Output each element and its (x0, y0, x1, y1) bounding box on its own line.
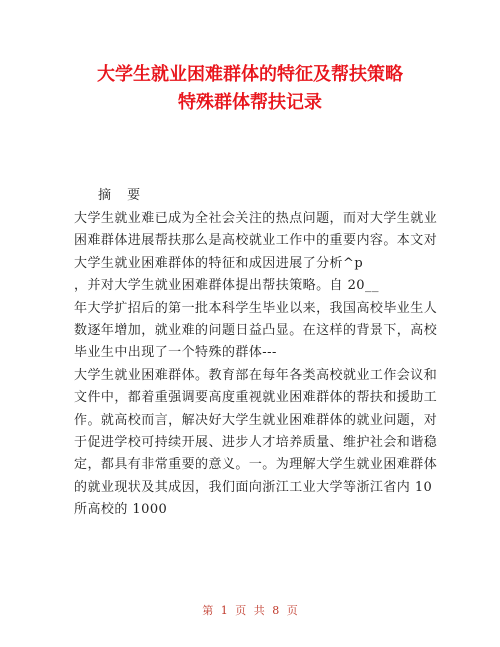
body-line: 的就业现状及其成因，我们面向浙江工业大学等浙江省内 10 (74, 479, 433, 495)
body-line: 数逐年增加，就业难的问题日益凸显。在这样的背景下，高校 (74, 322, 438, 338)
body-line: 大学生就业困难群体。教育部在每年各类高校就业工作会议和 (74, 367, 438, 383)
body-line: 大学生就业困难群体的特征和成因进展了分析^p (74, 255, 364, 271)
body-line: 定，都具有非常重要的意义。一。为理解大学生就业困难群体 (74, 457, 438, 473)
footer-total-prefix: 共 (253, 604, 265, 617)
footer-page-word: 页 (235, 604, 247, 617)
body-line: 毕业生中出现了一个特殊的群体--- (74, 345, 277, 361)
body-line: 于促进学校可持续开展、进步人才培养质量、维护社会和谐稳 (74, 434, 438, 450)
body-line: 作。就高校而言，解决好大学生就业困难群体的就业问题，对 (74, 412, 438, 428)
body-line: 所高校的 1000 (74, 502, 168, 518)
footer-total-pages: 8 (272, 604, 280, 617)
body-line: 年大学扩招后的第一批本科学生毕业以来，我国高校毕业生人 (74, 300, 438, 316)
body-line: 困难群体进展帮扶那么是高校就业工作中的重要内容。本文对 (74, 233, 438, 249)
page-footer (0, 604, 500, 618)
body-line: 文件中，都着重强调要高度重视就业困难群体的帮扶和援助工 (74, 390, 438, 406)
abstract-heading: 摘 要 (98, 188, 147, 203)
document-subtitle: 特殊群体帮扶记录 (178, 92, 322, 113)
body-line: 大学生就业难已成为全社会关注的热点问题，而对大学生就业 (74, 211, 438, 226)
footer-page-prefix: 第 (202, 604, 214, 617)
body-line: ，并对大学生就业困难群体提出帮扶策略。自 20__ (74, 278, 379, 294)
document-title: 大学生就业困难群体的特征及帮扶策略 (97, 64, 403, 85)
footer-total-suffix: 页 (286, 604, 298, 617)
abstract-body (74, 208, 438, 521)
footer-current-page: 1 (220, 604, 228, 617)
